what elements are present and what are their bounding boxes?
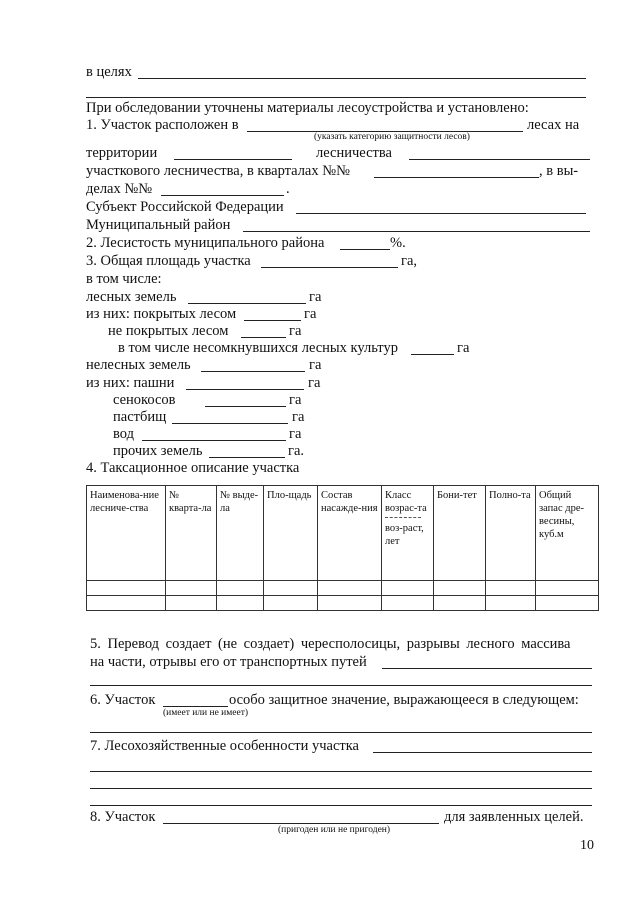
unclosed-field[interactable] <box>411 354 454 355</box>
arable-unit: га <box>308 375 321 391</box>
col-forestry-name: Наименова-ние лесниче-ства <box>87 486 166 581</box>
allotments-dot: . <box>286 181 290 197</box>
col-site-index: Бони-тет <box>434 486 486 581</box>
water-label: вод <box>113 426 134 442</box>
pastures-field[interactable] <box>172 423 288 424</box>
col-total-stock: Общий запас дре-весины, куб.м <box>536 486 599 581</box>
hayfields-field[interactable] <box>205 406 286 407</box>
features-line2[interactable] <box>90 771 592 772</box>
table-cell[interactable] <box>382 581 434 596</box>
allotments-field[interactable] <box>161 195 284 196</box>
forestry-field[interactable] <box>409 159 590 160</box>
district-forestry-label: участкового лесничества, в кварталах №№ <box>86 163 350 179</box>
item6-label: 6. Участок <box>90 692 156 708</box>
forestry-label: лесничества <box>316 145 392 161</box>
hayfields-label: сенокосов <box>113 392 176 408</box>
table-cell[interactable] <box>486 596 536 611</box>
forest-lands-field[interactable] <box>188 303 306 304</box>
hayfields-unit: га <box>289 392 302 408</box>
table-cell[interactable] <box>166 596 217 611</box>
item5-line1: 5. Перевод создает (не создает) чересполосицы, разрывы лесного массива <box>90 636 571 652</box>
unclosed-unit: га <box>457 340 470 356</box>
table-cell[interactable] <box>434 596 486 611</box>
territory-label: территории <box>86 145 158 161</box>
table-cell[interactable] <box>87 581 166 596</box>
unclosed-label: в том числе несомкнувшихся лесных культур <box>118 340 398 356</box>
table-cell[interactable] <box>217 581 264 596</box>
allotments-label: делах №№ <box>86 181 153 197</box>
item5-line2: на части, отрывы его от транспортных путей <box>90 654 367 670</box>
table-cell[interactable] <box>434 581 486 596</box>
arable-label: из них: пашни <box>86 375 175 391</box>
features-field[interactable] <box>373 752 592 753</box>
table-cell[interactable] <box>318 581 382 596</box>
other-lands-label: прочих земель <box>113 443 203 459</box>
col-stand-composition: Состав насажде-ния <box>318 486 382 581</box>
item4-label: 4. Таксационное описание участка <box>86 460 300 476</box>
forest-lands-unit: га <box>309 289 322 305</box>
transport-field-line2[interactable] <box>90 685 592 686</box>
col-allotment-no: № выде-ла <box>217 486 264 581</box>
not-covered-unit: га <box>289 323 302 339</box>
other-lands-field[interactable] <box>209 457 285 458</box>
covered-field[interactable] <box>244 320 301 321</box>
table-row <box>87 581 599 596</box>
col-age-sub: воз-раст, лет <box>385 523 424 547</box>
protective-desc-line[interactable] <box>90 732 592 733</box>
pastures-label: пастбищ <box>113 409 167 425</box>
covered-label: из них: покрытых лесом <box>86 306 237 322</box>
item3-label: 3. Общая площадь участка <box>86 253 251 269</box>
table-row <box>87 596 599 611</box>
protection-category-hint: (указать категорию защитности лесов) <box>314 132 470 142</box>
taxation-table <box>86 485 599 611</box>
arable-field[interactable] <box>186 389 304 390</box>
table-cell[interactable] <box>264 596 318 611</box>
col-quarter-no: № кварта-ла <box>166 486 217 581</box>
quarters-field[interactable] <box>374 177 539 178</box>
territory-field[interactable] <box>174 159 292 160</box>
municipal-field[interactable] <box>243 231 590 232</box>
table-cell[interactable] <box>217 596 264 611</box>
pastures-unit: га <box>292 409 305 425</box>
features-line4[interactable] <box>90 805 592 806</box>
table-cell[interactable] <box>318 596 382 611</box>
features-line3[interactable] <box>90 788 592 789</box>
purpose-field-line2[interactable] <box>86 97 586 98</box>
forest-cover-field[interactable] <box>340 249 390 250</box>
table-cell[interactable] <box>382 596 434 611</box>
table-cell[interactable] <box>264 581 318 596</box>
transport-field[interactable] <box>382 668 592 669</box>
including-label: в том числе: <box>86 271 162 287</box>
nonforest-field[interactable] <box>201 371 305 372</box>
page-number: 10 <box>580 838 594 853</box>
col-age-class-label: Класс возрас-та <box>385 490 427 514</box>
not-covered-field[interactable] <box>241 337 286 338</box>
subject-label: Субъект Российской Федерации <box>86 199 284 215</box>
col-age-class <box>382 486 434 581</box>
table-cell[interactable] <box>536 581 599 596</box>
item1-label: 1. Участок расположен в <box>86 117 239 133</box>
covered-unit: га <box>304 306 317 322</box>
in-allotments-text: , в вы- <box>539 163 579 179</box>
suitability-field[interactable] <box>163 823 439 824</box>
age-divider <box>385 517 421 518</box>
item7-label: 7. Лесохозяйственные особенности участка <box>90 738 359 754</box>
item8-label: 8. Участок <box>90 809 156 825</box>
item6-rest: особо защитное значение, выражающееся в следующем: <box>229 692 579 708</box>
nonforest-label: нелесных земель <box>86 357 191 373</box>
water-field[interactable] <box>142 440 286 441</box>
total-area-field[interactable] <box>261 267 398 268</box>
forest-lands-label: лесных земель <box>86 289 177 305</box>
suitability-hint: (пригоден или не пригоден) <box>278 825 391 835</box>
table-cell[interactable] <box>486 581 536 596</box>
table-cell[interactable] <box>166 581 217 596</box>
protective-value-hint: (имеет или не имеет) <box>163 708 249 718</box>
subject-field[interactable] <box>296 213 586 214</box>
purpose-label: в целях <box>86 64 132 80</box>
water-unit: га <box>289 426 302 442</box>
purpose-field-line1[interactable] <box>138 78 586 79</box>
nonforest-unit: га <box>309 357 322 373</box>
item3-unit: га, <box>401 253 418 269</box>
item2-unit: %. <box>390 235 406 251</box>
table-cell[interactable] <box>87 596 166 611</box>
item2-label: 2. Лесистость муниципального района <box>86 235 325 251</box>
municipal-label: Муниципальный район <box>86 217 231 233</box>
other-lands-unit: га. <box>288 443 305 459</box>
col-density: Полно-та <box>486 486 536 581</box>
not-covered-label: не покрытых лесом <box>108 323 229 339</box>
col-area: Пло-щадь <box>264 486 318 581</box>
intro-text: При обследовании уточнены материалы лесоустройства и установлено: <box>86 100 529 116</box>
item1-suffix: лесах на <box>527 117 580 133</box>
protective-value-field[interactable] <box>163 706 228 707</box>
item8-rest: для заявленных целей. <box>444 809 584 825</box>
table-cell[interactable] <box>536 596 599 611</box>
